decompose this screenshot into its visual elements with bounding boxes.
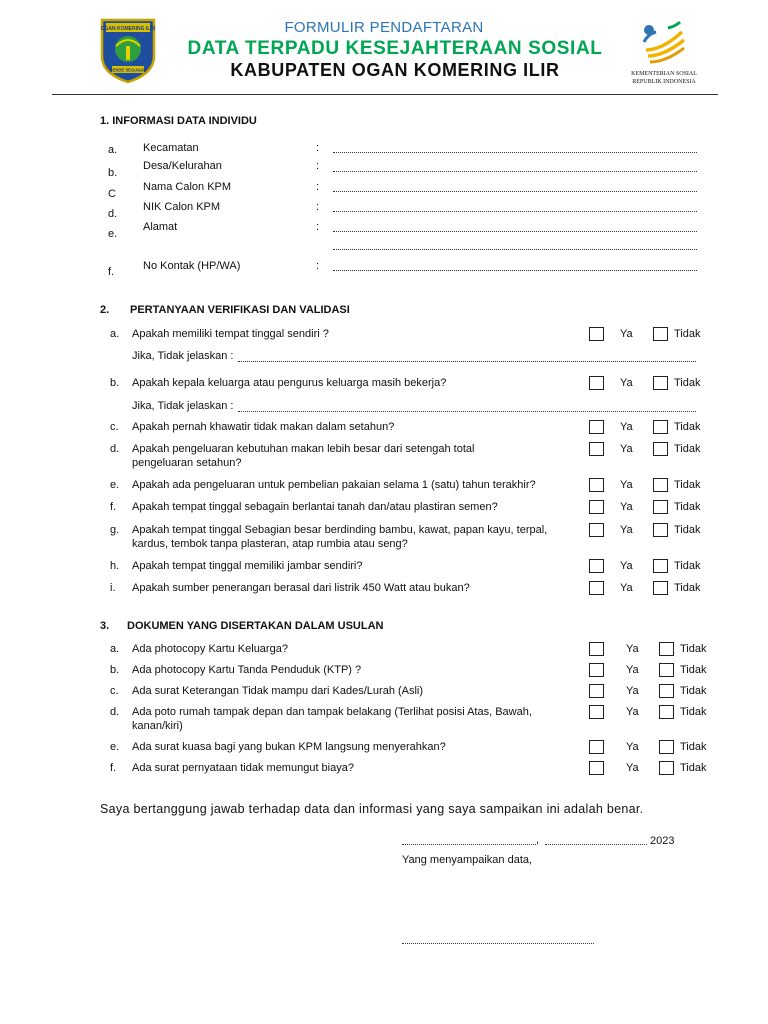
place-date-comma: , (536, 834, 540, 846)
ya-label: Ya (626, 664, 639, 676)
document-text: Ada photocopy Kartu Keluarga? (132, 643, 288, 655)
label-nama: Nama Calon KPM (143, 181, 232, 193)
document-letter: f. (110, 762, 117, 774)
row-letter: C (108, 188, 116, 200)
section2-title: PERTANYAAN VERIFIKASI DAN VALIDASI (130, 304, 350, 316)
section1-title: 1. INFORMASI DATA INDIVIDU (100, 115, 257, 127)
kemensos-logo (638, 20, 688, 68)
tidak-checkbox[interactable] (653, 559, 668, 573)
question-text: Apakah ada pengeluaran untuk pembelian pakaian selama 1 (satu) tahun terakhir? (132, 479, 536, 491)
ya-checkbox[interactable] (589, 376, 604, 390)
document-text: Ada poto rumah tampak depan dan tampak belakang (Terlihat posisi Atas, Bawah, (132, 706, 532, 718)
row-letter: d. (108, 208, 118, 220)
tidak-label: Tidak (674, 328, 701, 340)
ya-checkbox[interactable] (589, 442, 604, 456)
date-input-line[interactable] (545, 844, 647, 845)
tidak-checkbox[interactable] (653, 327, 668, 341)
tidak-checkbox[interactable] (659, 740, 674, 754)
tidak-checkbox[interactable] (659, 684, 674, 698)
ya-label: Ya (620, 582, 633, 594)
ya-label: Ya (620, 560, 633, 572)
label-kontak: No Kontak (HP/WA) (143, 260, 241, 272)
tidak-checkbox[interactable] (653, 420, 668, 434)
section2-number: 2. (100, 304, 110, 316)
form-title: FORMULIR PENDAFTARAN (284, 19, 484, 36)
alamat-input-line[interactable] (333, 231, 697, 232)
tidak-label: Tidak (680, 685, 707, 697)
document-text: Ada surat pernyataan tidak memungut biaya? (132, 762, 354, 774)
tidak-checkbox[interactable] (653, 376, 668, 390)
question-letter: d. (110, 443, 120, 455)
kecamatan-input-line[interactable] (333, 152, 697, 153)
row-letter: e. (108, 228, 118, 240)
tidak-checkbox[interactable] (659, 761, 674, 775)
section3-title: DOKUMEN YANG DISERTAKAN DALAM USULAN (127, 620, 384, 632)
question-letter: c. (110, 421, 119, 433)
right-logo-line2: REPUBLIK INDONESIA (632, 79, 696, 85)
tidak-label: Tidak (674, 560, 701, 572)
colon: : (316, 181, 320, 193)
left-logo-bottom-text: BENDE SEGUGUK (109, 67, 147, 73)
ya-label: Ya (620, 377, 633, 389)
tidak-label: Tidak (674, 582, 701, 594)
question-text: Apakah pernah khawatir tidak makan dalam setahun? (132, 421, 395, 433)
tidak-checkbox[interactable] (659, 663, 674, 677)
explain-label: Jika, Tidak jelaskan : (132, 350, 234, 362)
question-text: Apakah tempat tinggal memiliki jambar sendiri? (132, 560, 363, 572)
ya-checkbox[interactable] (589, 684, 604, 698)
ya-label: Ya (620, 524, 633, 536)
question-letter: f. (110, 501, 117, 513)
ya-checkbox[interactable] (589, 327, 604, 341)
ya-checkbox[interactable] (589, 642, 604, 656)
colon: : (316, 160, 320, 172)
tidak-label: Tidak (680, 741, 707, 753)
regency-title: KABUPATEN OGAN KOMERING ILIR (230, 60, 560, 80)
ya-label: Ya (626, 643, 639, 655)
colon: : (316, 201, 320, 213)
question-letter: e. (110, 479, 120, 491)
right-logo-line1: KEMENTERIAN SOSIAL (631, 71, 697, 77)
ya-label: Ya (626, 706, 639, 718)
ya-checkbox[interactable] (589, 705, 604, 719)
ya-checkbox[interactable] (589, 478, 604, 492)
tidak-label: Tidak (674, 421, 701, 433)
tidak-checkbox[interactable] (653, 500, 668, 514)
tidak-label: Tidak (674, 443, 701, 455)
ya-checkbox[interactable] (589, 523, 604, 537)
label-nik: NIK Calon KPM (143, 201, 221, 213)
label-alamat: Alamat (143, 221, 178, 233)
document-letter: e. (110, 741, 120, 753)
ya-label: Ya (626, 741, 639, 753)
document-text: Ada surat Keterangan Tidak mampu dari Kades/Lurah (Asli) (132, 685, 424, 697)
ya-checkbox[interactable] (589, 740, 604, 754)
signature-line[interactable] (402, 943, 594, 944)
tidak-checkbox[interactable] (653, 581, 668, 595)
header-divider (52, 94, 718, 95)
tidak-label: Tidak (674, 479, 701, 491)
label-kecamatan: Kecamatan (143, 142, 199, 154)
tidak-checkbox[interactable] (653, 523, 668, 537)
question-text-cont: kardus, tembok tanpa plasteran, atap rumbia atau seng? (132, 538, 408, 550)
question-text: Apakah sumber penerangan berasal dari listrik 450 Watt atau bukan? (132, 582, 470, 594)
row-letter: f. (108, 266, 115, 278)
tidak-checkbox[interactable] (659, 642, 674, 656)
document-text: Ada surat kuasa bagi yang bukan KPM langsung menyerahkan? (132, 741, 446, 753)
question-text: Apakah memiliki tempat tinggal sendiri ? (132, 328, 329, 340)
question-text: Apakah kepala keluarga atau pengurus keluarga masih bekerja? (132, 377, 447, 389)
question-letter: g. (110, 524, 120, 536)
row-letter: b. (108, 167, 118, 179)
tidak-checkbox[interactable] (653, 442, 668, 456)
tidak-label: Tidak (674, 377, 701, 389)
document-letter: d. (110, 706, 120, 718)
tidak-label: Tidak (680, 664, 707, 676)
ya-checkbox[interactable] (589, 420, 604, 434)
ya-checkbox[interactable] (589, 581, 604, 595)
colon: : (316, 142, 320, 154)
label-desa: Desa/Kelurahan (143, 160, 222, 172)
document-letter: a. (110, 643, 120, 655)
tidak-label: Tidak (680, 762, 707, 774)
document-text: Ada photocopy Kartu Tanda Penduduk (KTP) ? (132, 664, 362, 676)
ya-checkbox[interactable] (589, 663, 604, 677)
question-text: Apakah tempat tinggal sebagain berlantai tanah dan/atau plastiran semen? (132, 501, 498, 513)
alamat-input-line-2[interactable] (333, 249, 697, 250)
tidak-checkbox[interactable] (653, 478, 668, 492)
explain-label: Jika, Tidak jelaskan : (132, 400, 234, 412)
colon: : (316, 221, 320, 233)
row-letter: a. (108, 144, 118, 156)
document-text-cont: kanan/kiri) (132, 720, 183, 732)
question-letter: a. (110, 328, 120, 340)
question-text: Apakah pengeluaran kebutuhan makan lebih besar dari setengah total (132, 443, 475, 455)
left-logo-top-text: OGAN KOMERING ILIR (100, 26, 156, 32)
document-letter: b. (110, 664, 120, 676)
ya-label: Ya (626, 685, 639, 697)
section3-number: 3. (100, 620, 110, 632)
desa-input-line[interactable] (333, 171, 697, 172)
ya-label: Ya (626, 762, 639, 774)
nama-input-line[interactable] (333, 191, 697, 192)
signer-label: Yang menyampaikan data, (402, 854, 533, 866)
tidak-label: Tidak (674, 524, 701, 536)
question-text-cont: pengeluaran setahun? (132, 457, 242, 469)
question-letter: i. (110, 582, 116, 594)
question-text: Apakah tempat tinggal Sebagian besar berdinding bambu, kawat, papan kayu, terpal, (132, 524, 548, 536)
tidak-label: Tidak (680, 706, 707, 718)
tidak-label: Tidak (674, 501, 701, 513)
question-letter: b. (110, 377, 120, 389)
colon: : (316, 260, 320, 272)
program-title: DATA TERPADU KESEJAHTERAAN SOSIAL (187, 38, 603, 59)
ya-label: Ya (620, 479, 633, 491)
explain-input-line[interactable] (238, 361, 696, 362)
year-text: 2023 (650, 835, 675, 847)
ya-label: Ya (620, 501, 633, 513)
kontak-input-line[interactable] (333, 270, 697, 271)
document-letter: c. (110, 685, 119, 697)
question-letter: h. (110, 560, 120, 572)
place-input-line[interactable] (402, 844, 536, 845)
ya-checkbox[interactable] (589, 559, 604, 573)
nik-input-line[interactable] (333, 211, 697, 212)
ya-label: Ya (620, 443, 633, 455)
ya-label: Ya (620, 421, 633, 433)
ya-checkbox[interactable] (589, 761, 604, 775)
ya-label: Ya (620, 328, 633, 340)
ya-checkbox[interactable] (589, 500, 604, 514)
declaration-statement: Saya bertanggung jawab terhadap data dan informasi yang saya sampaikan ini adalah benar. (100, 802, 644, 816)
explain-input-line[interactable] (238, 411, 696, 412)
tidak-checkbox[interactable] (659, 705, 674, 719)
tidak-label: Tidak (680, 643, 707, 655)
